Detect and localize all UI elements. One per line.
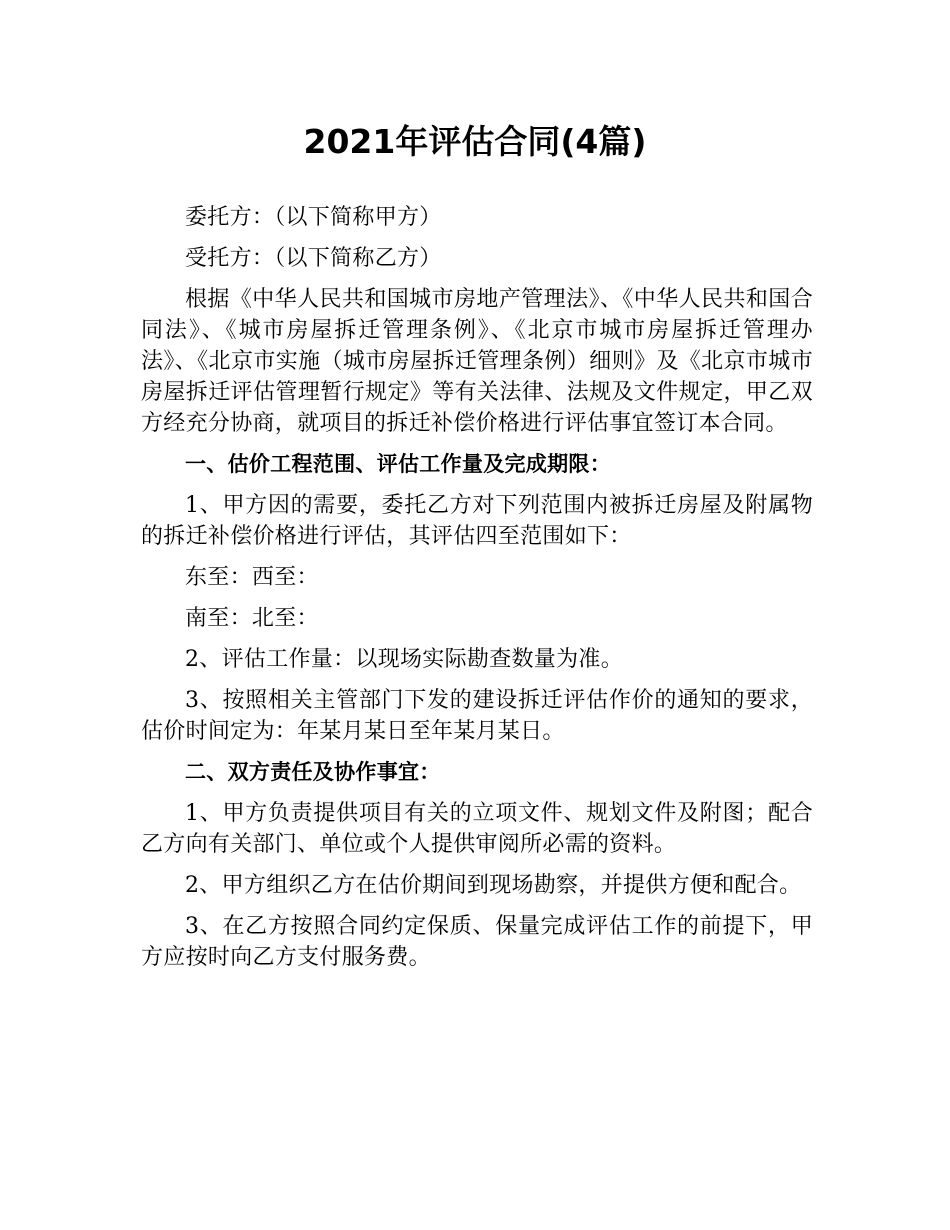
document-body bbox=[141, 202, 813, 983]
responsibility-clause-1: 1、甲方负责提供项目有关的立项文件、规划文件及附图；配合乙方向有关部门、单位或个人提供审阅所必需的资料。 bbox=[141, 801, 813, 857]
scope-clause-2: 2、评估工作量：以现场实际勘查数量为准。 bbox=[185, 647, 623, 672]
section-heading-scope: 一、估价工程范围、评估工作量及完成期限： bbox=[185, 452, 611, 476]
responsibility-clause-2: 2、甲方组织乙方在估价期间到现场勘察，并提供方便和配合。 bbox=[185, 873, 802, 898]
legal-basis-paragraph: 根据《中华人民共和国城市房地产管理法》、《中华人民共和国合同法》、《城市房屋拆迁管理条例》、《北京市城市房屋拆迁管理办法》、《北京市实施（城市房屋拆迁管理条例）细则》及《北京市城市房屋拆迁评估管理暂行规定》等有关法律、法规及文件规定，甲乙双方经充分协商，就项目的拆迁补偿价格进行评估事宜签订本合同。 bbox=[141, 287, 813, 436]
section-heading-responsibilities: 二、双方责任及协作事宜： bbox=[185, 760, 441, 784]
contractor-line: 受托方：（以下简称乙方） bbox=[185, 246, 442, 271]
responsibility-clause-3: 3、在乙方按照合同约定保质、保量完成评估工作的前提下，甲方应按时向乙方支付服务费。 bbox=[141, 914, 813, 970]
document-title: 2021年评估合同(4篇) bbox=[303, 122, 647, 161]
boundary-east-west: 东至：西至： bbox=[185, 565, 319, 590]
client-line: 委托方：（以下简称甲方） bbox=[185, 205, 442, 230]
scope-clause-3: 3、按照相关主管部门下发的建设拆迁评估作价的通知的要求，估价时间定为：年某月某日至年某月某日。 bbox=[141, 688, 813, 744]
scope-clause-1: 1、甲方因的需要，委托乙方对下列范围内被拆迁房屋及附属物的拆迁补偿价格进行评估，其评估四至范围如下： bbox=[141, 493, 813, 549]
boundary-south-north: 南至：北至： bbox=[185, 606, 319, 631]
